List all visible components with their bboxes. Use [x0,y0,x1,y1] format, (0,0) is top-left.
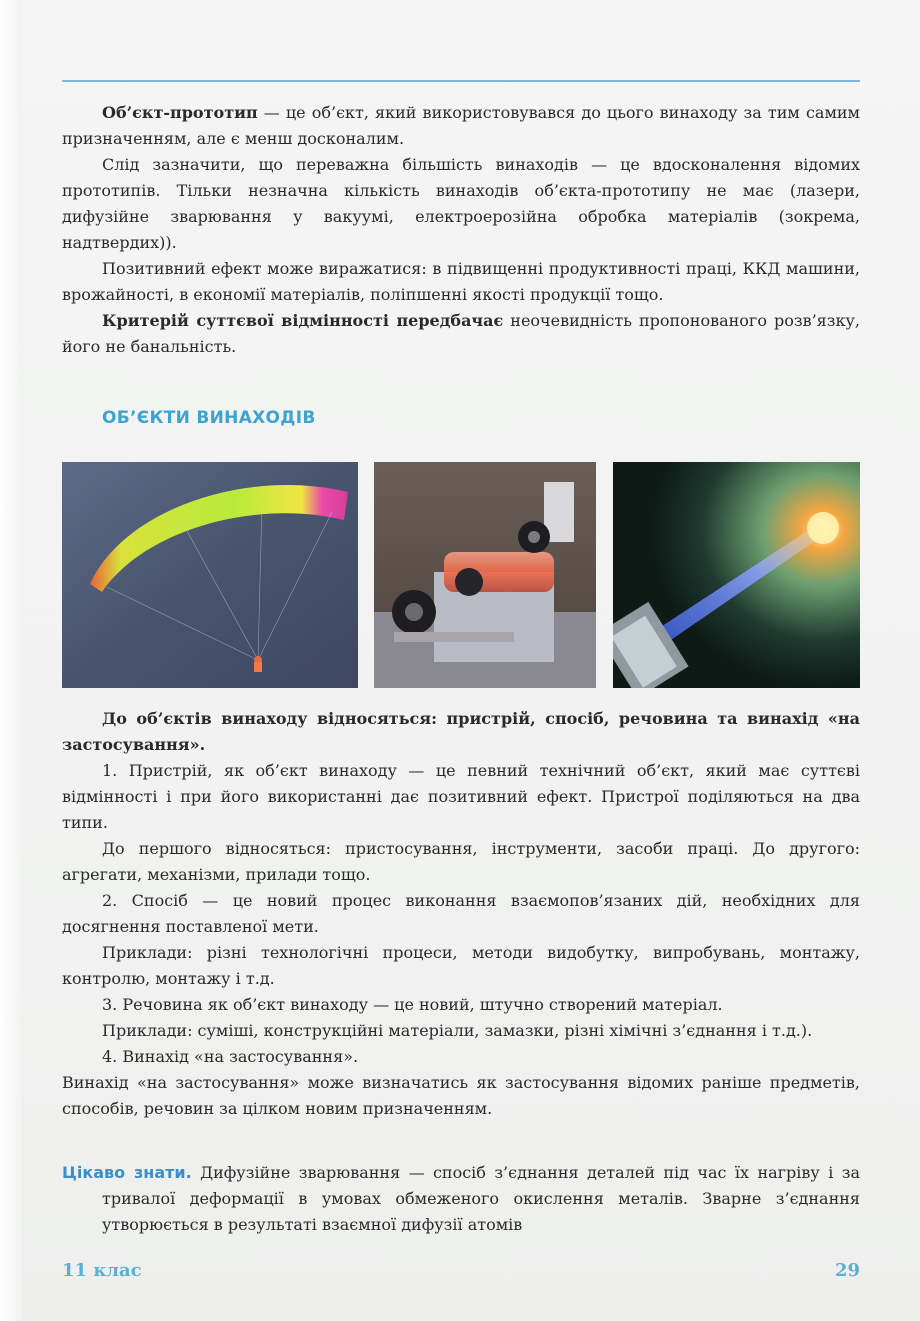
objects-lead: До об’єктів винаходу відносяться: пристрій, спосіб, речовина та винахід «на застосування». [62,709,860,754]
page-number: 29 [834,1260,860,1281]
paragraph-improvements: Слід зазначити, що переважна більшість винаходів — це вдосконалення відомих прототипів. Тільки незначна кількість винаходів об’єкта-прототипу не має (лазери, дифузійне зварювання у вакуумі, електроерозійна обробка матеріалів (зокрема, надтвердих)). [62,155,860,252]
page-gutter [0,0,22,1321]
header-rule [62,80,860,82]
term-criterion: Критерій суттєвої відмінності передбачає [102,311,504,330]
intro-block [62,100,860,360]
paragraph-positive-effect: Позитивний ефект може виражатися: в підвищенні продуктивності праці, ККД машини, врожайності, в економії матеріалів, поліпшенні якості продукції тощо. [62,259,860,304]
item-substance-detail: Приклади: суміші, конструкційні матеріали, замазки, різні хімічні з’єднання і т.д.). [102,1021,813,1040]
item-method-detail: Приклади: різні технологічні процеси, методи видобутку, випробувань, монтажу, контролю, монтажу і т.д. [62,943,860,988]
paragraph-criterion [62,308,860,360]
diffusion-welding-torch-photo [613,462,860,688]
term-prototype: Об’єкт-прототип [102,103,258,122]
laser-apparatus-photo [374,462,596,688]
invention-objects-block [62,706,860,1122]
footer-grade: 11 клас [62,1260,142,1281]
item-method: 2. Спосіб — це новий процес виконання взаємопов’язаних дій, необхідних для досягнення поставленої мети. [62,891,860,936]
item-application-detail: Винахід «на застосування» може визначатись як застосування відомих раніше предметів, способів, речовин за цілком новим призначенням. [62,1073,860,1118]
item-substance: 3. Речовина як об’єкт винаходу — це новий, штучно створений матеріал. [102,995,723,1014]
section-heading: ОБ’ЄКТИ ВИНАХОДІВ [102,408,316,428]
fact-label: Цікаво знати. [62,1163,192,1182]
item-application: 4. Винахід «на застосування». [102,1047,359,1066]
paragraph-text: неочевидність пропонованого розв’язку, його не банальність. [62,311,860,356]
paragraph-prototype [62,100,860,152]
paragraph-text: — це об’єкт, який використовувався до цього винаходу за тим самим призначенням, але є менш досконалим. [62,103,860,148]
item-device: 1. Пристрій, як об’єкт винаходу — це певний технічний об’єкт, який має суттєві відмінності і при його використанні дає позитивний ефект. Пристрої поділяються на два типи. [62,761,860,832]
paraglider-photo [62,462,358,688]
interesting-fact [62,1160,860,1238]
item-device-detail: До першого відносяться: пристосування, інструменти, засоби праці. До другого: агрегати, механізми, прилади тощо. [62,839,860,884]
fact-paragraph [62,1160,860,1238]
fact-text: Дифузійне зварювання — спосіб з’єднання деталей під час їх нагріву і за тривалої деформації в умовах обмеженого окислення металів. Зварне з’єднання утворюється в результаті взаємної дифузії атомів [102,1163,860,1234]
